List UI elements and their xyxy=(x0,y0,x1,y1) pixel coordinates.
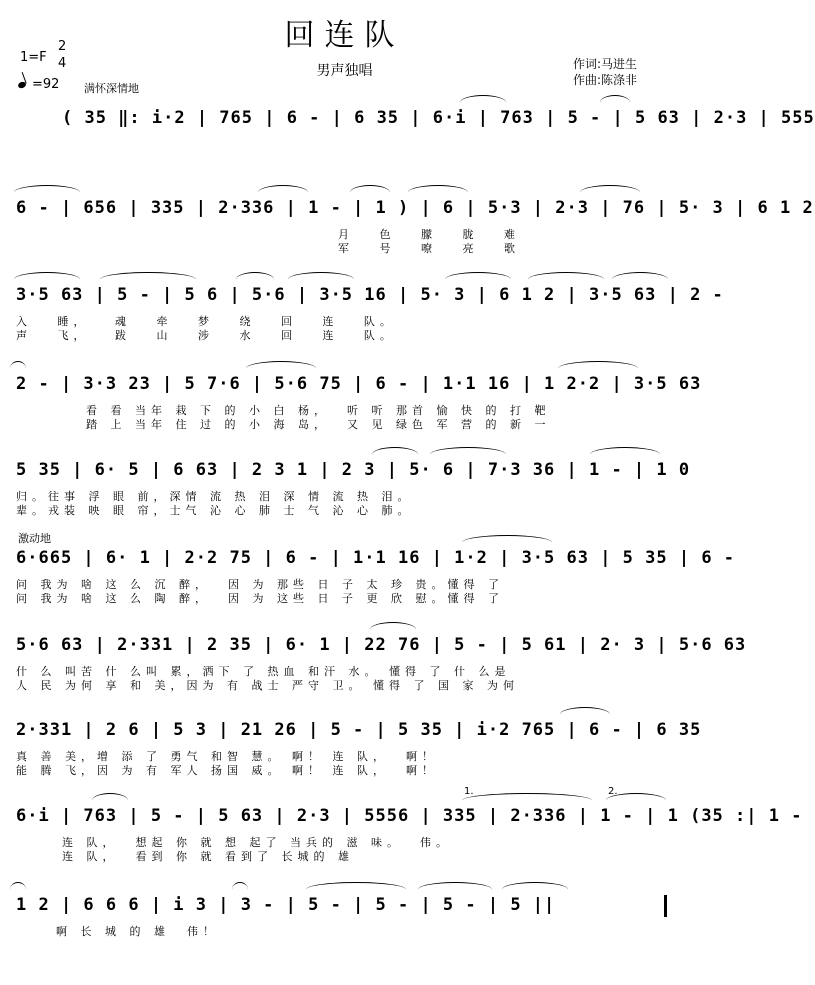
tempo-mark: =92 xyxy=(18,77,59,92)
notation-line: 1 2 | 6 6 6 | i 3 | 3 - | 5 - | 5 - | 5 - | 5 || xyxy=(16,895,556,915)
slur xyxy=(558,361,638,376)
slur xyxy=(612,272,668,287)
slur xyxy=(246,361,316,376)
slur xyxy=(502,882,568,897)
slur xyxy=(590,447,660,462)
slur xyxy=(236,272,274,287)
slur xyxy=(232,882,248,897)
expression-mark: 满怀深情地 xyxy=(84,82,139,95)
song-title: 回连队 xyxy=(284,18,405,53)
ending-1-label: 1. xyxy=(464,786,474,797)
slur xyxy=(460,95,506,110)
slur xyxy=(370,622,416,637)
notation-line: ( 35 ‖: i·2 | 765 | 6 - | 6 35 | 6·i | 763 | 5 - | 5 63 | 2·3 | 555 xyxy=(62,108,815,128)
slur xyxy=(92,793,128,808)
slur xyxy=(100,272,196,287)
key-signature: 1=F xyxy=(20,50,47,65)
time-top: 2 xyxy=(58,39,67,54)
notation-line: 6·i | 763 | 5 - | 5 63 | 2·3 | 5556 | 335 | 2·336 | 1 - | 1 (35 :| 1 - xyxy=(16,806,803,826)
notation-line: 2·331 | 2 6 | 5 3 | 21 26 | 5 - | 5 35 | i·2 765 | 6 - | 6 35 xyxy=(16,720,702,740)
slur xyxy=(372,447,418,462)
lyricist: 作词:马进生 xyxy=(573,57,638,71)
composer: 作曲:陈涤非 xyxy=(573,73,638,87)
expression-mark: 激动地 xyxy=(18,532,51,545)
slur xyxy=(600,95,630,110)
notation-line: 5·6 63 | 2·331 | 2 35 | 6· 1 | 22 76 | 5 - | 5 61 | 2· 3 | 5·6 63 xyxy=(16,635,747,655)
slur xyxy=(528,272,604,287)
notation-line: 6 - | 656 | 335 | 2·336 | 1 - | 1 ) | 6 | 5·3 | 2·3 | 76 | 5· 3 | 6 1 2 xyxy=(16,198,814,218)
slur xyxy=(14,185,80,200)
score-sheet: 回连队 男声独唱 作词:马进生 作曲:陈涤非 1=F 2 4 =92 满怀深情地 激动地 ( 35 ‖: i·2 | 765 | 6 - | 6 35 | 6·i | 763 | 5 - | 5 63 | 2·3 | 555 6 - | 656 | 335 | 2·336 | 1 - | 1 ) | 6 | 5·3 | 2·3 | 76 | 5· 3 | 6 1 2 月 色 朦 胧 难 军 号 嘹 亮 歌 3·5 63 | 5 - | 5 6 | 5·6 | 3·5 16 | 5· 3 | 6 1 2 | 3·5 63 | 2 - 入 睡， 魂 牵 梦 绕 回 连 队。 声 飞， 跋 山 涉 水 回 连 队。 2 - | 3·3 23 | 5 7·6 | 5·6 75 | 6 - | 1·1 16 | 1 2·2 | 3·5 63 看 看 当年 栽 下 的 小 白 杨， 听 听 那首 愉 快 的 打 靶 踏 上 当年 住 过 的 小 海 岛， 又 见 绿色 军 营 的 新 一 5 35 | 6· 5 | 6 63 | 2 3 1 | 2 3 | 5· 6 | 7·3 36 | 1 - | 1 0 归。往事 浮 眼 前，深情 流 热 泪 深 情 流 热 泪。 辈。戎装 映 眼 帘，士气 沁 心 肺 士 气 沁 心 肺。 6·665 | 6· 1 | 2·2 75 | 6 - | 1·1 16 | 1·2 | 3·5 63 | 5 35 | 6 - 问 我为 啥 这 么 沉 醉， 因 为 那些 日 子 太 珍 贵。懂得 了 问 我为 啥 这 么 陶 醉， 因 为 这些 日 子 更 欣 慰。懂得 了 5·6 63 | 2·331 | 2 35 | 6· 1 | 22 76 | 5 - | 5 61 | 2· 3 | 5·6 63 什 么 叫苦 什 么叫 累，洒下 了 热血 和汗 水。 懂得 了 什 么是 人 民 为何 享 和 美，因为 有 战士 严守 卫。 懂得 了 国 家 为何 2·331 | 2 6 | 5 3 | 21 26 | 5 - | 5 35 | i·2 765 | 6 - | 6 35 真 善 美，增 添 了 勇气 和智 慧。 啊！ 连 队， 啊！ 能 腾 飞，因 为 有 军人 扬国 威。 啊！ 连 队， 啊！ 6·i | 763 | 5 - | 5 63 | 2·3 | 5556 | 335 | 2·336 | 1 - | 1 (35 :| 1 - 1. 2. 连 队， 想起 你 就 想 起了 当兵的 滋 味。 伟。 连 队， 看到 你 就 看到了 长城的 雄 1 2 | 6 6 6 | i 3 | 3 - | 5 - | 5 - | 5 - | 5 || 啊 长 城 的 雄 伟！ xyxy=(0,0,689,985)
slur xyxy=(445,272,511,287)
notation-line: 6·665 | 6· 1 | 2·2 75 | 6 - | 1·1 16 | 1·2 | 3·5 63 | 5 35 | 6 - xyxy=(16,548,736,568)
notation-line: 3·5 63 | 5 - | 5 6 | 5·6 | 3·5 16 | 5· 3 | 6 1 2 | 3·5 63 | 2 - xyxy=(16,285,724,305)
volta-bracket xyxy=(462,793,592,808)
slur xyxy=(462,535,552,550)
slur xyxy=(306,882,406,897)
time-signature xyxy=(58,38,66,72)
slur xyxy=(288,272,354,287)
slur xyxy=(560,707,610,722)
slur xyxy=(10,361,26,376)
time-bottom: 4 xyxy=(58,56,67,71)
slur xyxy=(258,185,308,200)
notation-line: 2 - | 3·3 23 | 5 7·6 | 5·6 75 | 6 - | 1·1 16 | 1 2·2 | 3·5 63 xyxy=(16,374,702,394)
slur xyxy=(14,272,80,287)
slur xyxy=(418,882,492,897)
song-subtitle: 男声独唱 xyxy=(316,63,373,79)
slur xyxy=(10,882,26,897)
credits xyxy=(573,56,637,88)
slur xyxy=(408,185,468,200)
ending-2-label: 2. xyxy=(608,786,618,797)
notation-line: 5 35 | 6· 5 | 6 63 | 2 3 1 | 2 3 | 5· 6 | 7·3 36 | 1 - | 1 0 xyxy=(16,460,691,480)
final-barline xyxy=(664,895,667,917)
slur xyxy=(580,185,640,200)
quarter-note-icon xyxy=(17,81,27,89)
slur xyxy=(430,447,506,462)
slur xyxy=(350,185,390,200)
